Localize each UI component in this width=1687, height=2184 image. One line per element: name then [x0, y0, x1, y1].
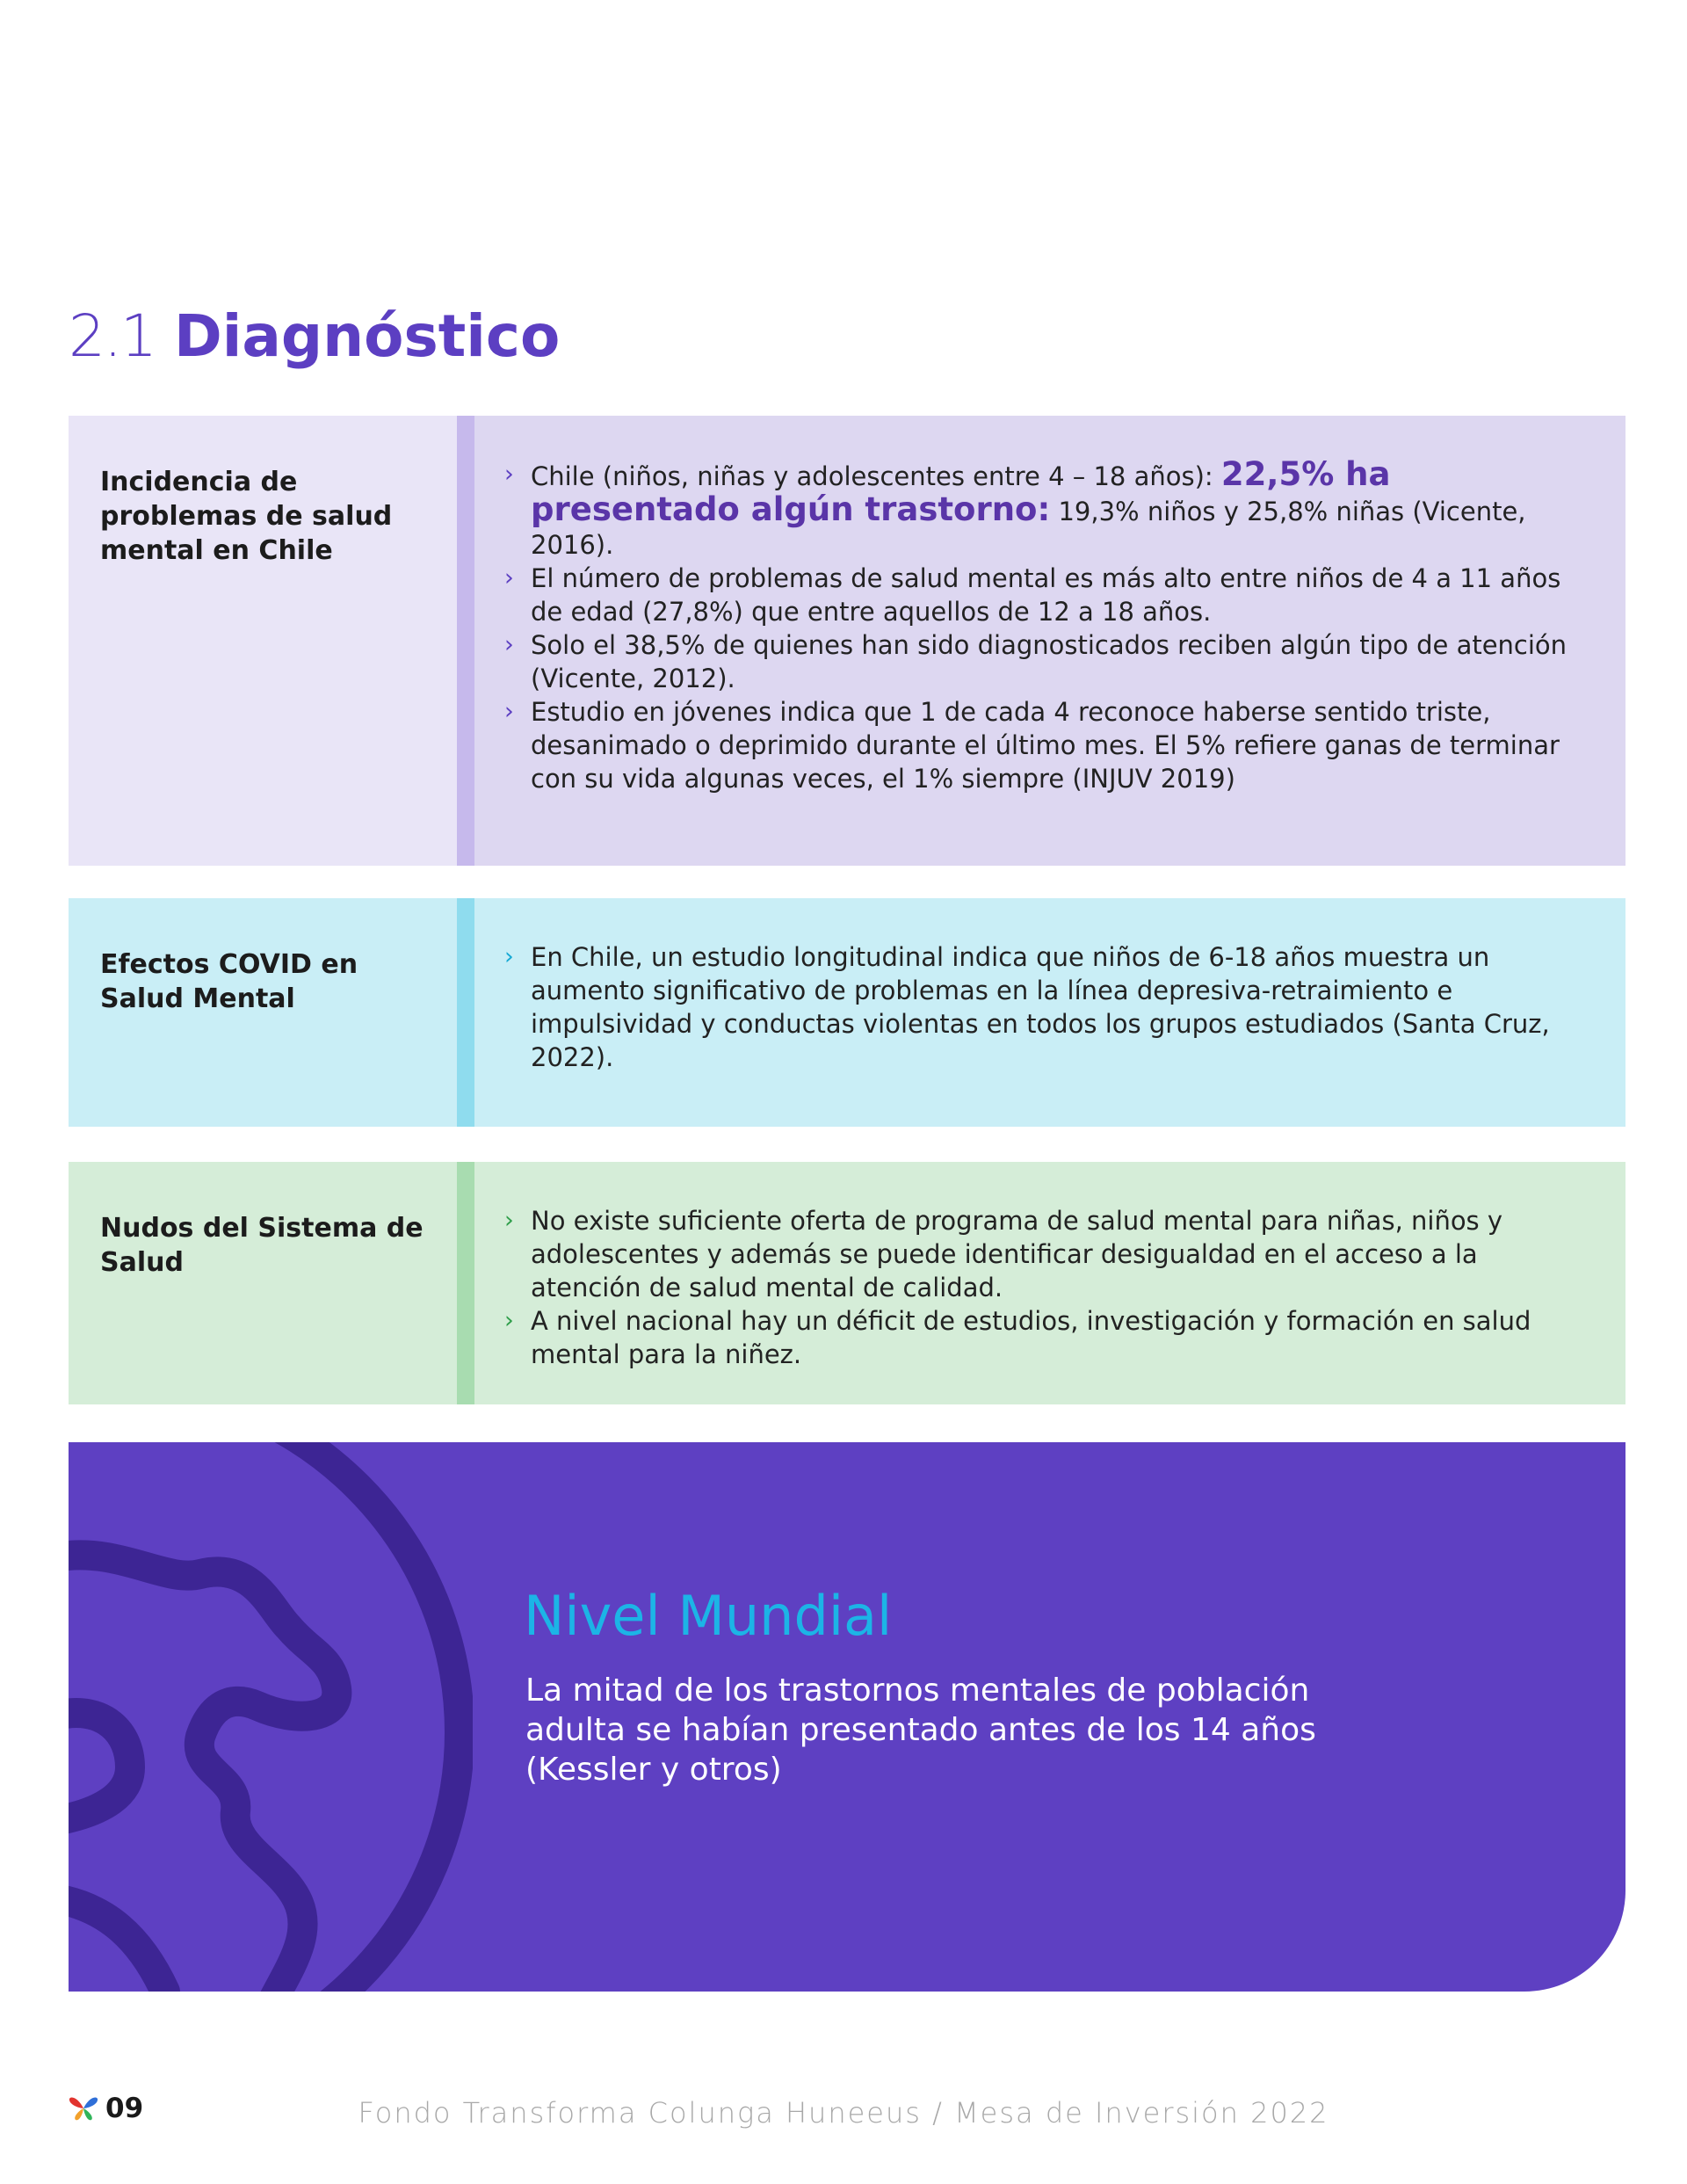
list-item [504, 628, 1590, 695]
list-item [504, 455, 1590, 562]
highlight-text: 22,5% ha presentado algún trastorno: [531, 455, 1391, 528]
section-title [69, 297, 560, 376]
chevron-right-icon: › [504, 1307, 514, 1334]
chevron-right-icon: › [504, 1207, 514, 1234]
world-text: La mitad de los trastornos mentales de población adulta se habían presentado antes de los 14 años (Kessler y otros) [525, 1672, 1316, 1788]
list-item [504, 940, 1590, 1074]
chevron-right-icon: › [504, 943, 514, 970]
bullet-text: No existe suficiente oferta de programa de salud mental para niñas, niños y adolescentes y además se puede identificar desigualdad en el acceso a la atención de salud mental de calidad. [531, 1206, 1503, 1302]
panel-content [474, 416, 1625, 866]
section-heading: Diagnóstico [173, 302, 561, 370]
panel-content [474, 1162, 1625, 1404]
footer-text: Fondo Transforma Colunga Huneeus / Mesa de Inversión 2022 [358, 2096, 1329, 2130]
bullet-text: El número de problemas de salud mental es más alto entre niños de 4 a 11 años de edad (27,8%) que entre aquellos de 12 a 18 años. [531, 563, 1561, 627]
panel-label: Incidencia de problemas de salud mental en Chile [69, 416, 457, 866]
chevron-right-icon: › [504, 564, 514, 591]
list-item [504, 1204, 1590, 1304]
section-number: 2.1 [69, 302, 156, 370]
bullet-text: Chile (niños, niñas y adolescentes entre 4 – 18 años): [531, 461, 1221, 491]
bullet-text: 19,3% niños y 25,8% niñas (Vicente, 2016). [531, 497, 1526, 560]
panel-content [474, 898, 1625, 1127]
bullet-list [504, 1204, 1590, 1371]
panel-divider [457, 1162, 474, 1404]
page-number: 09 [105, 2093, 144, 2124]
panel-nudos [69, 1162, 1625, 1404]
panel-label: Efectos COVID en Salud Mental [69, 898, 457, 1127]
bullet-text: A nivel nacional hay un déficit de estudios, investigación y formación en salud mental para la niñez. [531, 1306, 1531, 1369]
bullet-text: Solo el 38,5% de quienes han sido diagnosticados reciben algún tipo de atención (Vicente, 2012). [531, 630, 1568, 693]
panel-label: Nudos del Sistema de Salud [69, 1162, 457, 1404]
world-title: Nivel Mundial [524, 1584, 893, 1648]
panel-divider [457, 898, 474, 1127]
list-item [504, 562, 1590, 628]
chevron-right-icon: › [504, 461, 514, 488]
chevron-right-icon: › [504, 631, 514, 658]
bullet-text: En Chile, un estudio longitudinal indica que niños de 6-18 años muestra un aumento significativo de problemas en la línea depresiva-retraimiento e impulsividad y conductas violentas en todos los grupos estudiados (Santa Cruz, 2022). [531, 942, 1550, 1072]
bullet-list [504, 940, 1590, 1074]
chevron-right-icon: › [504, 698, 514, 725]
panel-covid [69, 898, 1625, 1127]
list-item [504, 1304, 1590, 1371]
bullet-text: Estudio en jóvenes indica que 1 de cada 4 reconoce haberse sentido triste, desanimado o deprimido durante el último mes. El 5% refiere ganas de terminar con su vida algunas veces, el 1% siempre (INJUV 2019) [531, 697, 1560, 794]
globe-icon [69, 1442, 473, 1992]
panel-divider [457, 416, 474, 866]
list-item [504, 695, 1590, 795]
panel-incidencia [69, 416, 1625, 866]
world-panel [69, 1442, 1625, 1992]
bullet-list [504, 455, 1590, 795]
